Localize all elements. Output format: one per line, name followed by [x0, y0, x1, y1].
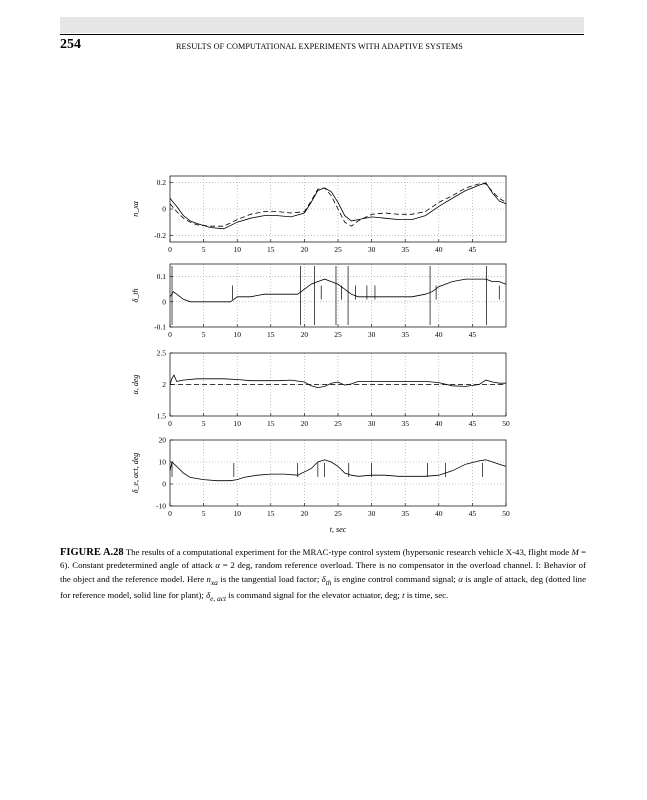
symbol-alpha: α	[215, 560, 220, 571]
x-tick-label: 0	[168, 245, 172, 254]
x-tick-label: 30	[367, 509, 376, 518]
caption-text-4: is the tangential load factor;	[217, 573, 322, 584]
x-tick-label: 15	[267, 509, 275, 518]
x-tick-label: 35	[401, 245, 409, 254]
symbol-delta-e-act: δ	[206, 589, 211, 600]
x-tick-label: 25	[334, 419, 342, 428]
caption-text-3: = 2 deg, random reference overload. There is no compensator in the overload channel. I: Behavior of the object and the reference model. Here	[60, 560, 586, 584]
x-tick-label: 25	[334, 330, 342, 339]
x-tick-label: 45	[468, 419, 477, 428]
running-head: RESULTS OF COMPUTATIONAL EXPERIMENTS WITH ADAPTIVE SYSTEMS	[176, 42, 463, 51]
x-tick-label: 45	[468, 245, 477, 254]
y-axis-label: δ_th	[131, 288, 140, 303]
x-tick-label: 50	[502, 509, 510, 518]
x-tick-label: 40	[435, 330, 443, 339]
x-tick-label: 25	[334, 509, 342, 518]
x-tick-label: 40	[435, 245, 443, 254]
x-tick-label: 10	[233, 509, 241, 518]
y-tick-label: 2	[162, 380, 166, 389]
x-tick-label: 15	[267, 245, 275, 254]
x-tick-label: 10	[233, 330, 241, 339]
symbol-delta-th: δ	[321, 573, 326, 584]
caption-label: FIGURE A.28	[60, 547, 124, 558]
x-tick-label: 0	[168, 330, 172, 339]
symbol-alpha-2: α	[458, 573, 463, 584]
caption-text-7: is command signal for the elevator actuator, deg;	[226, 589, 403, 600]
x-tick-label: 20	[300, 419, 309, 428]
x-tick-label: 45	[468, 330, 477, 339]
y-tick-label: 0	[162, 297, 166, 307]
x-tick-label: 35	[401, 509, 409, 518]
x-tick-label: 5	[201, 509, 206, 518]
series-line-reference	[170, 184, 506, 226]
y-tick-label: -10	[156, 501, 166, 511]
y-tick-label: 20	[158, 435, 166, 445]
y-tick-label: 0.1	[156, 272, 166, 282]
series-line-plant	[170, 375, 506, 388]
x-tick-label: 20	[300, 330, 309, 339]
x-tick-label: 35	[401, 330, 409, 339]
figure-caption	[60, 546, 586, 605]
y-tick-label: 10	[158, 457, 166, 467]
page-number: 254	[60, 37, 81, 52]
x-tick-label: 25	[334, 245, 342, 254]
y-axis-label: α, deg	[131, 374, 140, 395]
x-tick-label: 20	[300, 509, 309, 518]
y-tick-label: 2.5	[156, 348, 166, 358]
symbol-t: t	[402, 589, 405, 600]
x-tick-label: 35	[401, 419, 409, 428]
x-tick-label: 40	[435, 419, 443, 428]
x-tick-label: 0	[168, 509, 172, 518]
x-tick-label: 45	[468, 509, 477, 518]
x-tick-label: 5	[201, 330, 206, 339]
x-tick-label: 15	[267, 419, 275, 428]
symbol-delta-th-sub: th	[325, 577, 332, 587]
y-axis-label: δ_e, act, deg	[131, 452, 140, 494]
caption-text-1: The results of a computational experiment for the MRAC-type control system (hypersonic research vehicle X-43, flight mode	[125, 547, 572, 557]
y-axis-label: n_xa	[131, 201, 140, 217]
symbol-nxa: n	[206, 573, 211, 584]
x-tick-label: 10	[233, 245, 241, 254]
symbol-nxa-sub: xa	[210, 577, 218, 587]
x-tick-label: 5	[201, 419, 206, 428]
y-tick-label: -0.1	[154, 322, 166, 332]
x-tick-label: 20	[300, 245, 309, 254]
caption-text-2: = 6). Constant predetermined angle of attack	[60, 547, 586, 571]
y-tick-label: 1.5	[156, 411, 166, 421]
x-axis-label: t, sec	[329, 525, 347, 534]
symbol-delta-e-act-sub: e, act	[210, 593, 227, 603]
x-tick-label: 0	[168, 419, 172, 428]
caption-text-5: is engine control command signal;	[331, 573, 459, 584]
x-tick-label: 10	[233, 419, 241, 428]
x-tick-label: 15	[267, 330, 275, 339]
x-tick-label: 30	[367, 330, 376, 339]
x-tick-label: 30	[367, 245, 376, 254]
x-tick-label: 40	[435, 509, 443, 518]
x-tick-label: 30	[367, 419, 376, 428]
x-tick-label: 50	[502, 419, 510, 428]
symbol-M: M	[571, 547, 579, 557]
y-tick-label: 0	[162, 204, 166, 214]
caption-text-6: is angle of attack, deg (dotted line for reference model, solid line for plant);	[60, 573, 586, 600]
y-tick-label: 0	[162, 479, 166, 489]
caption-text-8: is time, sec.	[404, 589, 449, 600]
y-tick-label: 0.2	[156, 178, 166, 188]
y-tick-label: -0.2	[154, 230, 166, 240]
x-tick-label: 5	[201, 245, 206, 254]
